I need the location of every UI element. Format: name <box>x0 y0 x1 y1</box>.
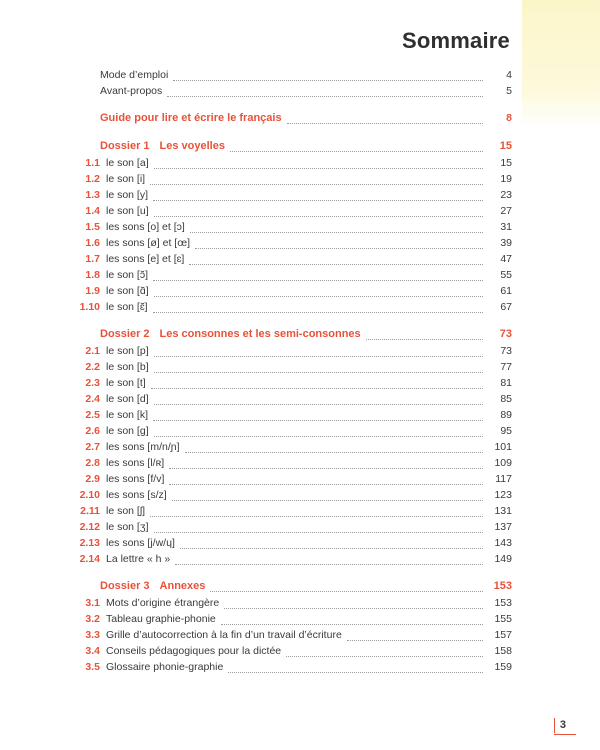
dot-leader <box>180 539 483 549</box>
toc-entry-number: 2.14 <box>79 553 100 565</box>
toc-entry-label: le son [a] <box>106 157 149 169</box>
toc-entry-number: 2.12 <box>79 521 100 533</box>
toc-entry-number: 2.6 <box>85 425 100 437</box>
toc-entry-number: 3.4 <box>85 645 100 657</box>
dot-leader <box>175 555 483 565</box>
toc-entry-guide[interactable] <box>60 109 512 127</box>
toc-entry-label: les sons [ø] et [œ] <box>106 237 191 249</box>
guide-page: 8 <box>506 112 512 124</box>
toc-entry-page: 137 <box>494 521 512 533</box>
dossier-title: Les voyelles <box>159 140 225 152</box>
toc-entry-label: le son [p] <box>106 345 149 357</box>
toc-entry-page: 5 <box>506 85 512 97</box>
dot-leader <box>195 239 483 249</box>
dot-leader <box>210 582 483 592</box>
toc-entry[interactable] <box>60 627 512 643</box>
toc-entry-number: 1.1 <box>85 157 100 169</box>
dot-leader <box>154 159 483 169</box>
toc-entry[interactable] <box>60 171 512 187</box>
toc-entry[interactable] <box>60 203 512 219</box>
toc-entry[interactable] <box>60 155 512 171</box>
toc-entry[interactable] <box>60 455 512 471</box>
dot-leader <box>190 223 483 233</box>
toc-entry-page: 95 <box>500 425 512 437</box>
toc-entry-number: 1.4 <box>85 205 100 217</box>
dot-leader <box>154 207 483 217</box>
toc-entry-number: 1.6 <box>85 237 100 249</box>
toc-entry-label: les sons [f/v] <box>106 473 165 485</box>
toc-entry-page: 4 <box>506 69 512 81</box>
toc-entry-number: 2.5 <box>85 409 100 421</box>
toc-entry-number: 2.8 <box>85 457 100 469</box>
toc-entry-page: 15 <box>500 157 512 169</box>
dot-leader <box>172 491 483 501</box>
dot-leader <box>230 142 483 152</box>
toc-entry-avant-propos[interactable] <box>60 83 512 99</box>
dossier-3-heading[interactable] <box>60 577 512 595</box>
toc-entry-label: le son [ʒ] <box>106 521 149 533</box>
toc-entry[interactable] <box>60 423 512 439</box>
toc-entry-label: les sons [j/w/ɥ] <box>106 537 175 549</box>
toc-entry-label: le son [k] <box>106 409 149 421</box>
toc-entry[interactable] <box>60 535 512 551</box>
dot-leader <box>151 379 483 389</box>
toc-entry-number: 3.1 <box>85 597 100 609</box>
toc-entry-page: 47 <box>500 253 512 265</box>
dot-leader <box>169 459 483 469</box>
dot-leader <box>153 303 483 313</box>
toc-entry[interactable] <box>60 251 512 267</box>
toc-entry-page: 143 <box>494 537 512 549</box>
toc-entry-number: 1.5 <box>85 221 100 233</box>
toc-entry[interactable] <box>60 595 512 611</box>
toc-entry[interactable] <box>60 659 512 675</box>
dossier-2-heading[interactable] <box>60 325 512 343</box>
toc-entry-label: Tableau graphie-phonie <box>106 613 216 625</box>
toc-entry-label: le son [u] <box>106 205 149 217</box>
toc-entry-number: 2.7 <box>85 441 100 453</box>
toc-entry-mode-emploi[interactable] <box>60 67 512 83</box>
toc-entry[interactable] <box>60 235 512 251</box>
toc-entry[interactable] <box>60 407 512 423</box>
toc-entry-label: Avant-propos <box>100 85 163 97</box>
dossier-1-heading[interactable] <box>60 137 512 155</box>
toc-entry[interactable] <box>60 283 512 299</box>
dot-leader <box>286 647 483 657</box>
dot-leader <box>154 287 483 297</box>
toc-entry-page: 23 <box>500 189 512 201</box>
toc-entry-label: les sons [s/z] <box>106 489 167 501</box>
dot-leader <box>153 411 483 421</box>
dot-leader <box>150 175 483 185</box>
dot-leader <box>153 271 483 281</box>
toc-entry-number: 1.10 <box>79 301 100 313</box>
dot-leader <box>154 427 483 437</box>
toc-entry-label: les sons [o] et [ɔ] <box>106 221 185 233</box>
dossier-page: 153 <box>493 580 512 592</box>
toc-entry[interactable] <box>60 299 512 315</box>
toc-entry-label: le son [ʃ] <box>106 505 146 517</box>
toc-entry-number: 3.2 <box>85 613 100 625</box>
toc-entry-page: 109 <box>494 457 512 469</box>
toc-entry-label: La lettre « h » <box>106 553 171 565</box>
toc-entry-label: Mode d’emploi <box>100 69 169 81</box>
toc-entry-label: les sons [m/n/ɲ] <box>106 441 180 453</box>
toc-entry[interactable] <box>60 503 512 519</box>
toc-entry[interactable] <box>60 471 512 487</box>
toc-entry[interactable] <box>60 187 512 203</box>
dossier-page: 73 <box>499 328 512 340</box>
dot-leader <box>189 255 483 265</box>
toc-entry[interactable] <box>60 267 512 283</box>
toc-entry[interactable] <box>60 343 512 359</box>
toc-entry-label: le son [b] <box>106 361 149 373</box>
toc-entry-label: le son [ɛ̃] <box>106 301 148 313</box>
dot-leader <box>154 347 483 357</box>
toc-entry-page: 55 <box>500 269 512 281</box>
dossier-page: 15 <box>499 140 512 152</box>
toc-entry-page: 73 <box>500 345 512 357</box>
toc-entry[interactable] <box>60 519 512 535</box>
toc-entry-number: 2.9 <box>85 473 100 485</box>
toc-entry-label: Grille d’autocorrection à la fin d’un travail d’écriture <box>106 629 342 641</box>
toc-entry-page: 61 <box>500 285 512 297</box>
toc-entry-label: le son [d] <box>106 393 149 405</box>
dot-leader <box>347 631 483 641</box>
toc-entry-page: 81 <box>500 377 512 389</box>
toc-entry-label: les sons [e] et [ɛ] <box>106 253 185 265</box>
toc-entry-label: le son [y] <box>106 189 149 201</box>
toc-entry-label: Mots d’origine étrangère <box>106 597 220 609</box>
toc-entry[interactable] <box>60 551 512 567</box>
toc-entry[interactable] <box>60 391 512 407</box>
toc-entry-page: 31 <box>500 221 512 233</box>
toc-entry[interactable] <box>60 219 512 235</box>
dossier-label: Dossier 3 <box>100 580 150 592</box>
toc-entry-number: 1.3 <box>85 189 100 201</box>
toc-entry-label: le son [i] <box>106 173 146 185</box>
page-title: Sommaire <box>402 28 510 53</box>
toc-entry-number: 2.2 <box>85 361 100 373</box>
toc-entry-number: 1.7 <box>85 253 100 265</box>
toc-entry-label: le son [g] <box>106 425 149 437</box>
toc-entry-number: 2.4 <box>85 393 100 405</box>
dot-leader <box>167 87 483 97</box>
dot-leader <box>169 475 483 485</box>
dossier-title: Annexes <box>159 580 206 592</box>
dot-leader <box>153 191 483 201</box>
toc-entry-page: 101 <box>494 441 512 453</box>
dot-leader <box>154 523 484 533</box>
dot-leader <box>366 330 483 340</box>
toc-entry[interactable] <box>60 611 512 627</box>
toc-entry-page: 157 <box>494 629 512 641</box>
page-number: 3 <box>554 718 566 733</box>
toc-entry-page: 67 <box>500 301 512 313</box>
toc-entry[interactable] <box>60 439 512 455</box>
toc-entry-number: 1.2 <box>85 173 100 185</box>
toc-entry-label: le son [t] <box>106 377 146 389</box>
dot-leader <box>224 599 483 609</box>
dot-leader <box>221 615 483 625</box>
toc-entry-page: 153 <box>494 597 512 609</box>
toc-entry-label: le son [ɔ̃] <box>106 269 149 281</box>
dot-leader <box>173 71 483 81</box>
corner-decoration <box>522 0 600 128</box>
toc-entry-page: 85 <box>500 393 512 405</box>
toc-entry-page: 117 <box>495 473 512 485</box>
toc-entry-page: 158 <box>494 645 512 657</box>
toc-entry[interactable] <box>60 375 512 391</box>
dot-leader <box>287 114 483 124</box>
toc-entry-label: Conseils pédagogiques pour la dictée <box>106 645 282 657</box>
toc-entry-number: 1.8 <box>85 269 100 281</box>
toc-entry-page: 155 <box>494 613 512 625</box>
guide-label: Guide pour lire et écrire le français <box>100 112 282 124</box>
toc-entry-page: 89 <box>500 409 512 421</box>
toc-entry-number: 2.10 <box>79 489 100 501</box>
dot-leader <box>150 507 483 517</box>
toc-entry-page: 149 <box>494 553 512 565</box>
toc-entry-number: 3.5 <box>85 661 100 673</box>
dot-leader <box>228 663 483 673</box>
toc-entry-number: 2.13 <box>79 537 100 549</box>
toc-entry-label: les sons [l/ʀ] <box>106 457 165 469</box>
toc-entry-page: 131 <box>494 505 512 517</box>
toc-entry-page: 39 <box>500 237 512 249</box>
dossier-title: Les consonnes et les semi-consonnes <box>159 328 361 340</box>
toc-entry-number: 1.9 <box>85 285 100 297</box>
table-of-contents <box>60 67 512 675</box>
toc-entry[interactable] <box>60 487 512 503</box>
toc-entry-page: 123 <box>494 489 512 501</box>
toc-entry[interactable] <box>60 643 512 659</box>
dot-leader <box>154 363 483 373</box>
toc-entry-page: 19 <box>500 173 512 185</box>
toc-entry[interactable] <box>60 359 512 375</box>
dossier-label: Dossier 2 <box>100 328 150 340</box>
toc-entry-number: 2.3 <box>85 377 100 389</box>
toc-entry-label: Glossaire phonie-graphie <box>106 661 224 673</box>
toc-entry-page: 77 <box>500 361 512 373</box>
dossier-label: Dossier 1 <box>100 140 150 152</box>
toc-entry-page: 159 <box>494 661 512 673</box>
dot-leader <box>185 443 483 453</box>
toc-entry-number: 2.11 <box>80 505 100 517</box>
toc-entry-label: le son [ɑ̃] <box>106 285 149 297</box>
dot-leader <box>154 395 483 405</box>
toc-entry-number: 2.1 <box>85 345 100 357</box>
toc-entry-number: 3.3 <box>85 629 100 641</box>
toc-entry-page: 27 <box>500 205 512 217</box>
